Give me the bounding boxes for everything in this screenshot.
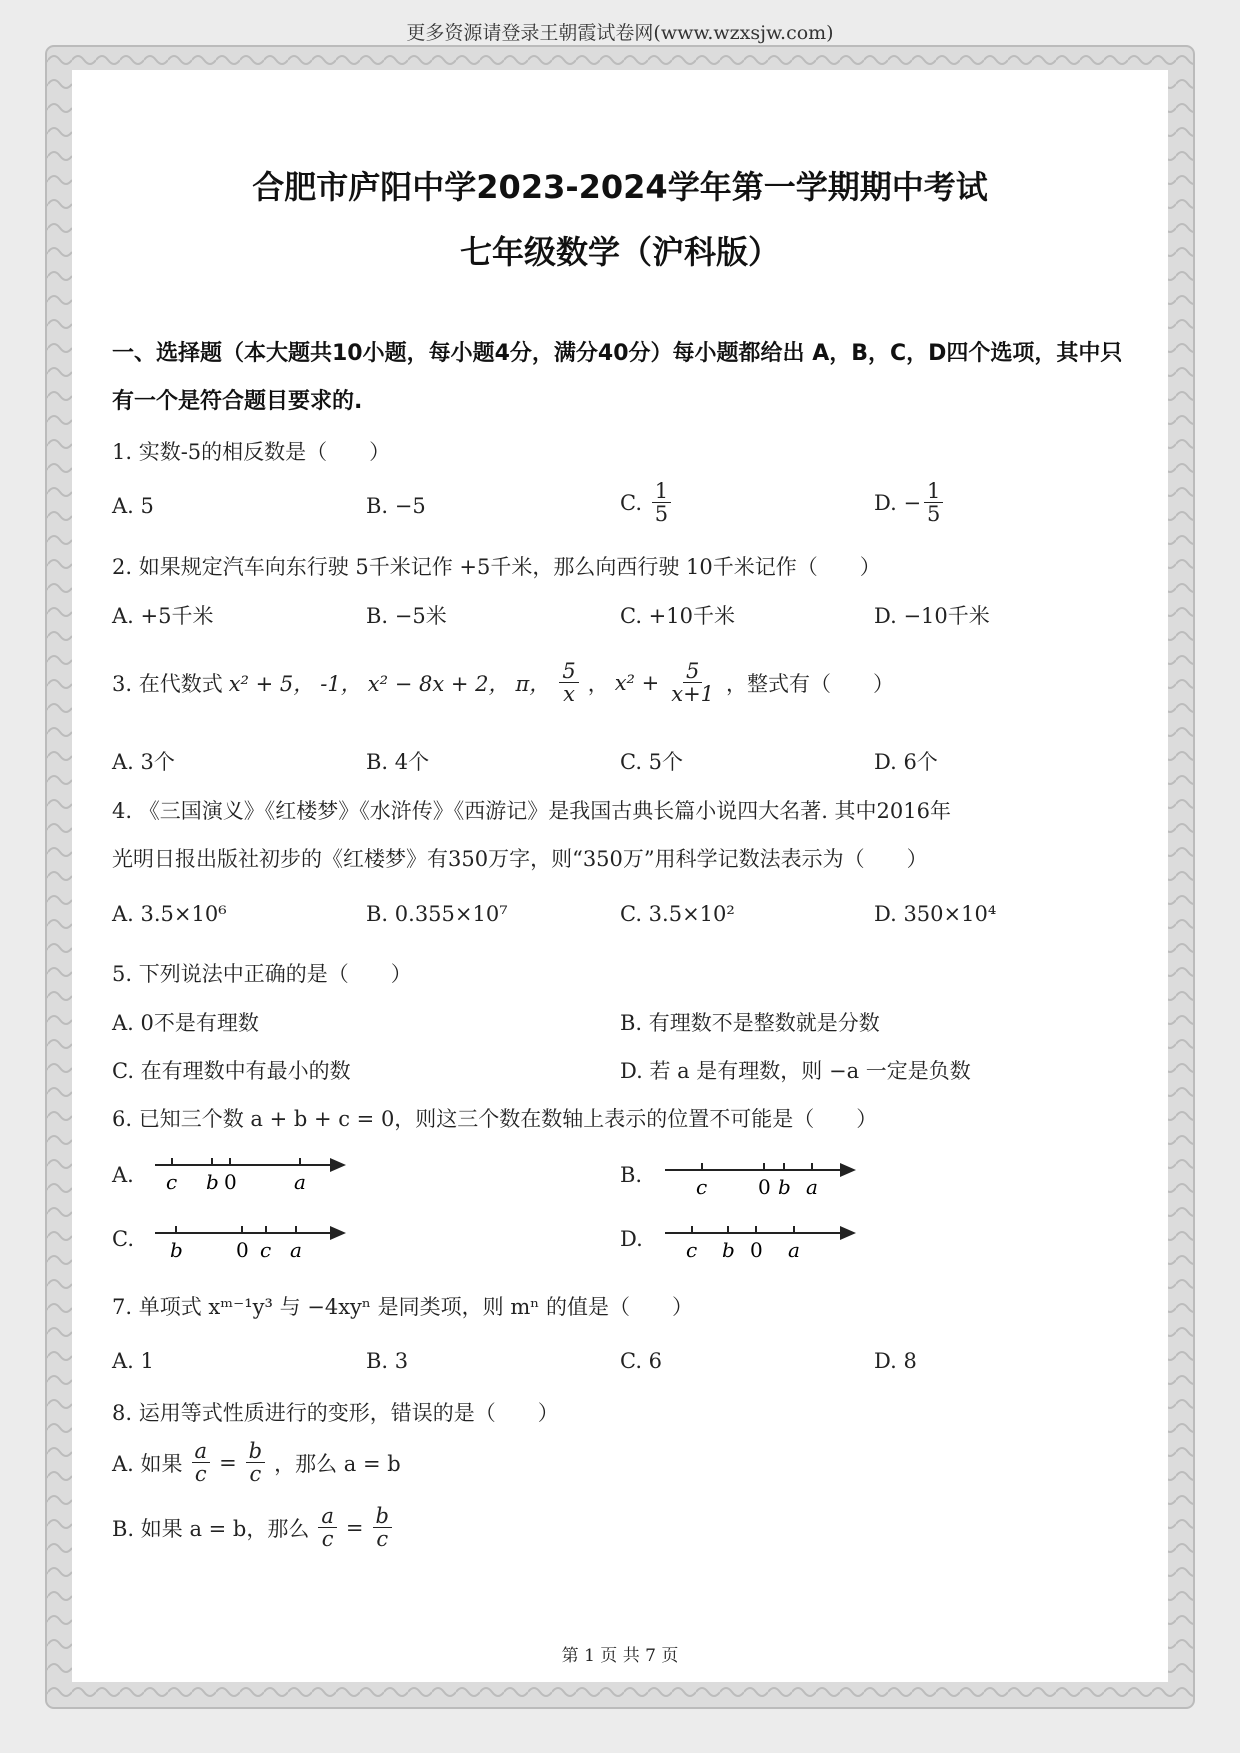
exam-subtitle: 七年级数学（沪科版） [459,233,780,271]
tick-label: a [806,1175,818,1199]
tick-label: c [166,1170,178,1194]
q6-option-c-label: C. [112,1227,134,1251]
q7-option-c: C. 6 [620,1349,663,1373]
q5-option-a: A. 0不是有理数 [112,1011,259,1035]
q8-option-b: B. 如果 a = b，那么 $\frac{a}{c}$ = $\frac{b}{c}$ [112,1505,395,1551]
q7-option-d: D. 8 [874,1349,917,1373]
tick-label: a [294,1170,306,1194]
q7-option-a: A. 1 [112,1349,154,1373]
q5-stem: 5. 下列说法中正确的是（ ） [112,962,412,986]
q6-number-line-d [660,1218,860,1268]
q1-option-c: C. $\frac{1}{5}$ [620,480,674,526]
tick-label: b [722,1238,735,1262]
q5-option-d: D. 若 a 是有理数，则 −a 一定是负数 [620,1059,971,1083]
q2-option-a: A. +5千米 [112,604,214,628]
q6-option-a-label: A. [112,1163,134,1187]
exam-title: 合肥市庐阳中学2023-2024学年第一学期期中考试 [252,168,988,206]
tick-label: 0 [224,1170,237,1194]
q2-option-c: C. +10千米 [620,604,735,628]
tick-label: c [686,1238,698,1262]
q2-stem: 2. 如果规定汽车向东行驶 5千米记作 +5千米，那么向西行驶 10千米记作（ ） [112,555,881,579]
q6-option-d-label: D. [620,1227,643,1251]
q3-option-a: A. 3个 [112,750,175,774]
q1-option-d: D. − $\frac{1}{5}$ [874,480,946,526]
q2-option-d: D. −10千米 [874,604,990,628]
q6-option-b-label: B. [620,1163,643,1187]
q1-option-b: B. −5 [366,494,426,518]
q4-option-c: C. 3.5×10² [620,902,735,926]
q6-number-line-a [150,1150,350,1200]
q4-line2: 光明日报出版社初步的《红楼梦》有350万字，则“350万”用科学记数法表示为（ ） [112,847,928,871]
tick-label: a [788,1238,800,1262]
q5-option-c: C. 在有理数中有最小的数 [112,1059,351,1083]
q3-stem: 3. 在代数式 x² + 5， -1， x² − 8x + 2， π， $\frac{5}{x}$ ， x² + $\frac{5}{x+1}$ ，整式有（ ） [112,659,895,707]
q4-option-b: B. 0.355×10⁷ [366,902,508,926]
q6-number-line-b [660,1155,860,1205]
tick-label: c [260,1238,272,1262]
q8-option-a: A. 如果 $\frac{a}{c}$ = $\frac{b}{c}$ ，那么 a = b [112,1439,401,1487]
q4-line1: 4. 《三国演义》《红楼梦》《水浒传》《西游记》是我国古典长篇小说四大名著. 其中2016年 [112,799,952,823]
tick-label: c [696,1175,708,1199]
q6-stem: 6. 已知三个数 a + b + c = 0，则这三个数在数轴上表示的位置不可能是（ ） [112,1107,878,1131]
q3-option-c: C. 5个 [620,750,684,774]
q1-stem: 1. 实数-5的相反数是（ ） [112,440,391,464]
tick-label: 0 [750,1238,763,1262]
q7-option-b: B. 3 [366,1349,409,1373]
page-footer: 第 1 页 共 7 页 [561,1646,679,1666]
tick-label: b [170,1238,183,1262]
q7-stem: 7. 单项式 xᵐ⁻¹y³ 与 −4xyⁿ 是同类项，则 mⁿ 的值是（ ） [112,1295,694,1319]
tick-label: 0 [758,1175,771,1199]
tick-label: a [290,1238,302,1262]
q6-number-line-c [150,1218,350,1268]
tick-label: 0 [236,1238,249,1262]
q3-option-d: D. 6个 [874,750,938,774]
section-heading: 一、选择题（本大题共10小题，每小题4分，满分40分）每小题都给出 A，B，C，D四个选项，其中只有一个是符合题目要求的. [112,341,1123,414]
q1-option-a: A. 5 [112,494,154,518]
tick-label: b [778,1175,791,1199]
q5-option-b: B. 有理数不是整数就是分数 [620,1011,880,1035]
tick-label: b [206,1170,219,1194]
q8-stem: 8. 运用等式性质进行的变形，错误的是（ ） [112,1401,559,1425]
q4-option-d: D. 350×10⁴ [874,902,997,926]
site-banner: 更多资源请登录王朝霞试卷网(www.wzxsjw.com) [406,22,834,44]
q4-option-a: A. 3.5×10⁶ [112,902,227,926]
q2-option-b: B. −5米 [366,604,447,628]
q3-option-b: B. 4个 [366,750,430,774]
